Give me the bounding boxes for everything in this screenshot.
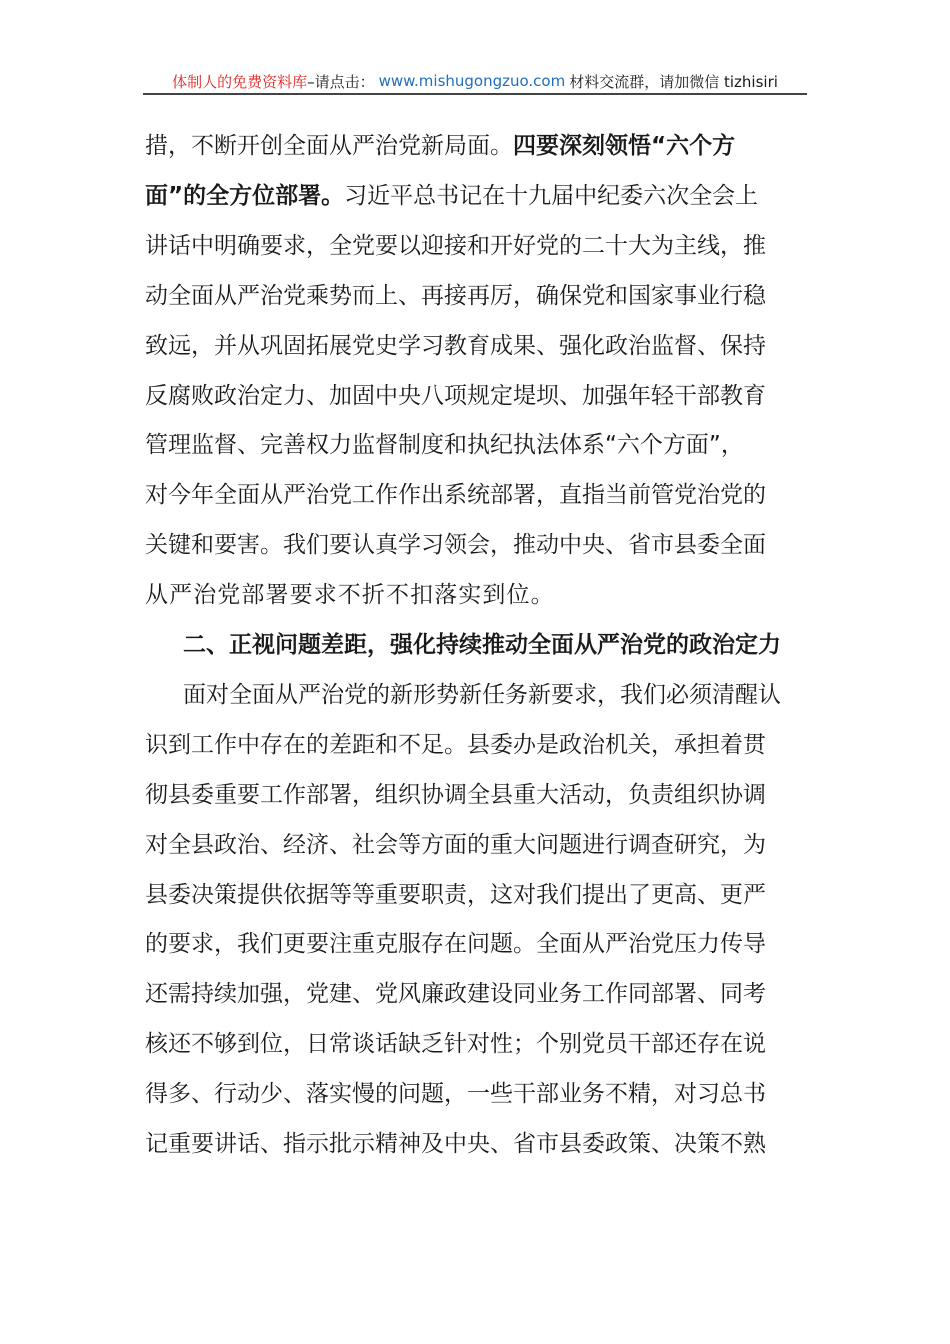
text-segment: 致远，并从巩固拓展党史学习教育成果、强化政治监督、保持 xyxy=(145,332,766,359)
text-segment: 县委决策提供依据等等重要职责，这对我们提出了更高、更严 xyxy=(145,881,766,908)
text-line xyxy=(145,830,807,860)
text-line xyxy=(145,1029,807,1059)
text-segment: 措，不断开创全面从严治党新局面。 xyxy=(145,133,513,159)
text-line xyxy=(145,730,807,760)
section-heading xyxy=(183,630,807,660)
text-line xyxy=(145,381,807,411)
text-line xyxy=(145,929,807,959)
bold-text: 四要深刻领悟“六个方 xyxy=(513,133,736,159)
text-segment: 反腐败政治定力、加固中央八项规定堤坝、加强年轻干部教育 xyxy=(145,382,766,409)
bold-text: 面”的全方位部署。 xyxy=(145,182,345,209)
bold-text: 二、正视问题差距，强化持续推动全面从严治党的政治定力 xyxy=(183,632,781,658)
text-line xyxy=(145,1079,807,1109)
text-segment: 得多、行动少、落实慢的问题，一些干部业务不精，对习总书 xyxy=(145,1081,766,1108)
text-segment: 习近平总书记在十九届中纪委六次全会上 xyxy=(344,182,759,209)
text-segment: 对今年全面从严治党工作作出系统部署，直指当前管党治党的 xyxy=(145,482,766,509)
text-line xyxy=(145,979,807,1009)
text-segment: 面对全面从严治党的新形势新任务新要求，我们必须清醒认 xyxy=(183,681,781,708)
text-segment: 讲话中明确要求，全党要以迎接和开好党的二十大为主线，推 xyxy=(145,232,766,259)
site-url-link[interactable]: www.mishugongzuo.com xyxy=(378,72,566,90)
text-segment: 还需持续加强，党建、党风廉政建设同业务工作同部署、同考 xyxy=(145,981,766,1008)
text-line xyxy=(145,530,807,560)
text-segment: 对全县政治、经济、社会等方面的重大问题进行调查研究，为 xyxy=(145,831,766,858)
text-line xyxy=(145,131,807,161)
text-line xyxy=(145,480,807,510)
header-prompt: –请点击： xyxy=(307,72,375,91)
text-segment: 彻县委重要工作部署，组织协调全县重大活动，负责组织协调 xyxy=(145,781,766,808)
text-line xyxy=(145,1129,807,1159)
text-line xyxy=(145,580,807,610)
text-line xyxy=(183,680,807,710)
text-segment: 从严治党部署要求不折不扣落实到位。 xyxy=(145,582,555,609)
text-line xyxy=(145,430,807,460)
text-segment: 识到工作中存在的差距和不足。县委办是政治机关，承担着贯 xyxy=(145,731,766,758)
text-line xyxy=(145,231,807,261)
header-divider xyxy=(143,93,807,95)
text-segment: 记重要讲话、指示批示精神及中央、省市县委政策、决策不熟 xyxy=(145,1131,766,1157)
text-line xyxy=(145,880,807,910)
text-line xyxy=(145,181,807,211)
text-line xyxy=(145,281,807,311)
text-segment: 的要求，我们更要注重克服存在问题。全面从严治党压力传导 xyxy=(145,931,766,958)
text-line xyxy=(145,331,807,361)
text-segment: 核还不够到位，日常谈话缺乏针对性；个别党员干部还存在说 xyxy=(145,1031,766,1058)
site-name: 体制人的免费资料库 xyxy=(172,72,308,91)
text-segment: 动全面从严治党乘势而上、再接再厉，确保党和国家事业行稳 xyxy=(145,282,766,309)
text-segment: 管理监督、完善权力监督制度和执纪执法体系“六个方面”， xyxy=(145,432,744,459)
text-line xyxy=(145,780,807,810)
text-segment: 关键和要害。我们要认真学习领会，推动中央、省市县委全面 xyxy=(145,532,766,559)
page-header xyxy=(145,70,805,92)
header-note: 材料交流群，请加微信 tizhisiri xyxy=(569,72,778,91)
